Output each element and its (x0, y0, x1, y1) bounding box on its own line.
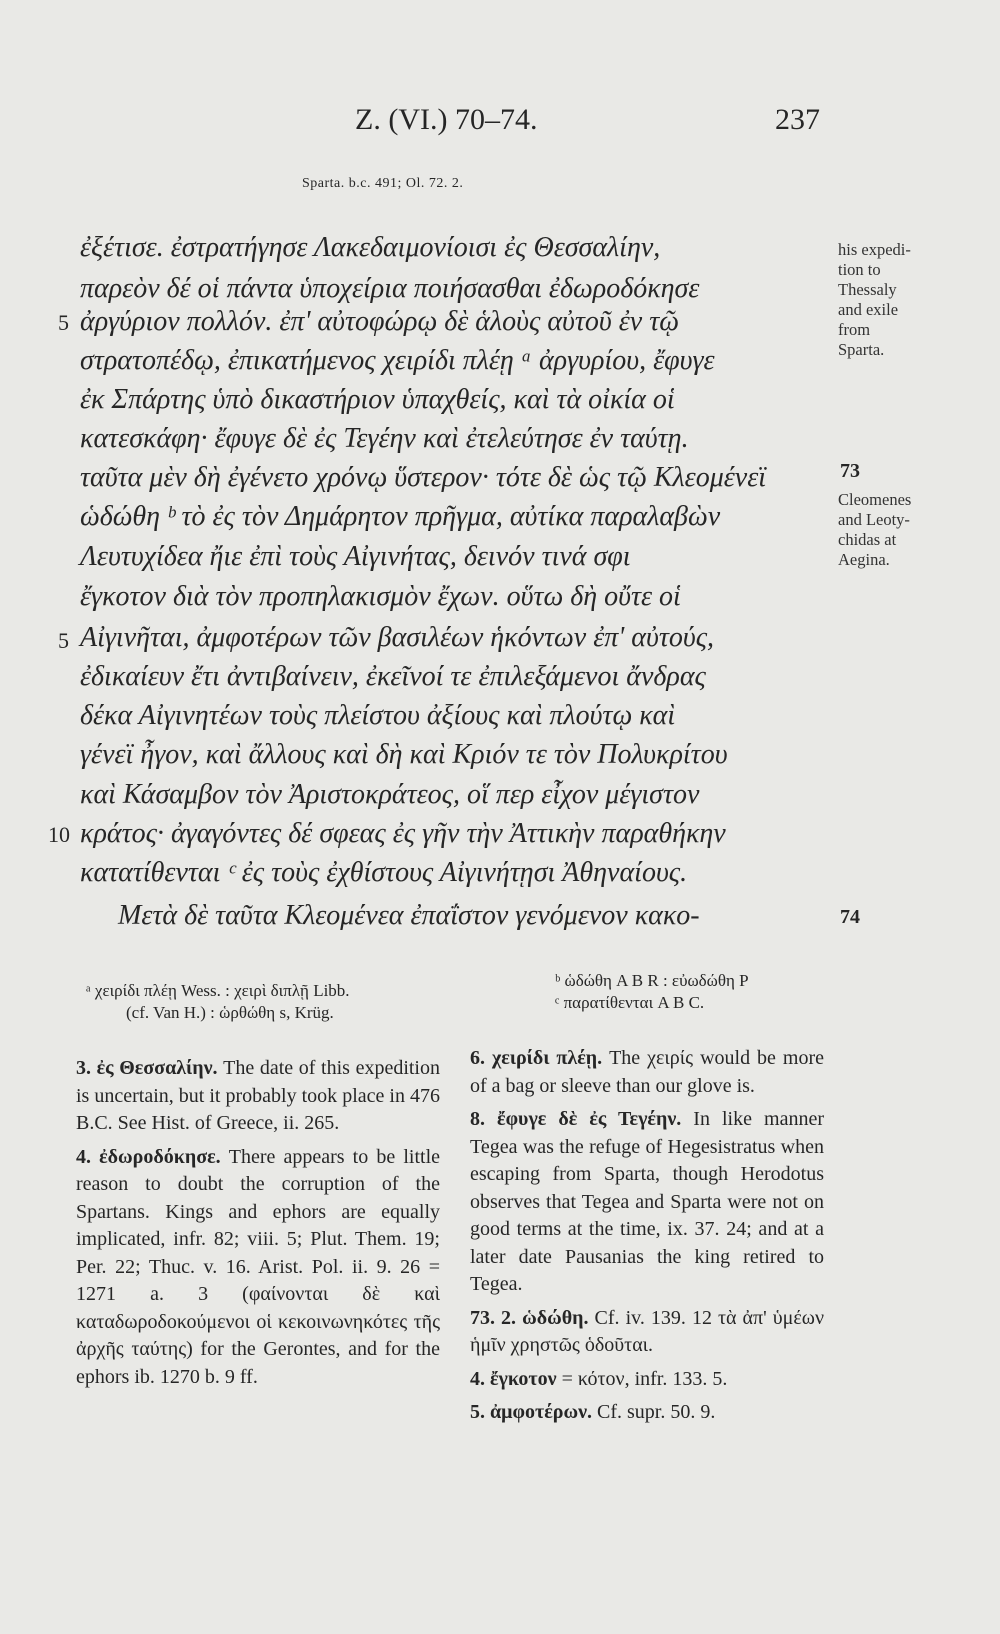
header-title: Z. (VI.) 70–74. (355, 103, 538, 136)
commentary-note: 73. 2. ὡδώθη. Cf. iv. 139. 12 τὰ ἀπ' ὑμέων ἡμῖν χρηστῶς ὁδοῦται. (470, 1306, 825, 1356)
commentary-right (470, 1045, 824, 1433)
commentary-note: 4. ἔγκοτον = κότον, infr. 133. 5. (470, 1367, 728, 1390)
subheader: Sparta. b.c. 491; Ol. 72. 2. (302, 176, 464, 191)
commentary-left (76, 1055, 440, 1397)
text-line: δέκα Αἰγινητέων τοὺς πλείστου ἀξίους καὶ πλούτῳ καὶ (80, 700, 676, 731)
text-line: ἀργύριον πολλόν. ἐπ' αὐτοφώρῳ δὲ ἁλοὺς αὐτοῦ ἐν τῷ (80, 306, 679, 337)
text-line: Μετὰ δὲ ταῦτα Κλεομένεα ἐπαΐστον γενόμενον κακο- (118, 900, 700, 931)
commentary-note: 8. ἔφυγε δὲ ἐς Τεγέην. In like manner Tegea was the refuge of Hegesistratus when escaping from Sparta, though Herodotus observes that Tegea and Sparta were not on good terms at the time, ix. 37. 24; and at a later date Pausanias the king retired to Tegea. (470, 1108, 824, 1295)
commentary-note: 3. ἐς Θεσσαλίην. The date of this expedition is uncertain, but it probably took place in 476 B.C. See Hist. of Greece, ii. 265. (76, 1057, 440, 1134)
text-line: Λευτυχίδεα ἤιε ἐπὶ τοὺς Αἰγινήτας, δεινόν τινά σφι (80, 541, 631, 572)
text-line: ταῦτα μὲν δὴ ἐγένετο χρόνῳ ὕστερον· τότε δὲ ὡς τῷ Κλεομένεϊ (80, 462, 767, 493)
line-number: 5 (58, 310, 69, 335)
text-line: κατεσκάφη· ἔφυγε δὲ ἐς Τεγέην καὶ ἐτελεύτησε ἐν ταύτῃ. (80, 423, 689, 454)
margin-note-thessaly: his expedi- tion to Thessaly and exile from Sparta. (838, 240, 911, 359)
commentary-note: 4. ἐδωροδόκησε. There appears to be little reason to doubt the corruption of the Spartans. Kings and ephors are equally implicated, infr. 82; viii. 5; Plut. Them. 19; Per. 22; Thuc. v. 16. Arist. Pol. ii. 9. 26 = 1271 a. 3 (φαίνονται δὲ καὶ καταδωροδοκούμενοι οἱ κεκοινωνηκότες τῆς ἀρχῆς ταύτης) for the Gerontes, and for the ephors ib. 1270 b. 9 ff. (76, 1145, 440, 1388)
margin-note-aegina: Cleomenes and Leoty- chidas at Aegina. (838, 490, 912, 569)
text-line: στρατοπέδῳ, ἐπικατήμενος χειρίδι πλέῃ ᵃ ἀργυρίου, ἔφυγε (80, 345, 715, 376)
page-number: 237 (775, 103, 820, 136)
text-line: κράτος· ἀγαγόντες δέ σφεας ἐς γῆν τὴν Ἀττικὴν παραθήκην (80, 818, 726, 849)
commentary-note: 6. χειρίδι πλέῃ. The χειρίς would be more of a bag or sleeve than our glove is. (470, 1047, 824, 1097)
line-number: 10 (48, 822, 70, 847)
text-line: ἔγκοτον διὰ τὸν προπηλακισμὸν ἔχων. οὕτω δὴ οὔτε οἱ (80, 581, 681, 612)
apparatus-right: ᵇ ὡδώθη A B R : εὐωδώθη P ᶜ παρατίθενται A B C. (555, 971, 749, 1012)
text-line: ἐκ Σπάρτης ὑπὸ δικαστήριον ὑπαχθείς, καὶ τὰ οἰκία οἱ (80, 384, 675, 415)
text-line: ἐξέτισε. ἐστρατήγησε Λακεδαιμονίοισι ἐς Θεσσαλίην, (80, 232, 661, 263)
text-line: κατατίθενται ᶜ ἐς τοὺς ἐχθίστους Αἰγινήτῃσι Ἀθηναίους. (80, 857, 688, 888)
text-line: ὡδώθη ᵇ τὸ ἐς τὸν Δημάρητον πρῆγμα, αὐτίκα παραλαβὼν (80, 501, 721, 532)
text-line: γένεϊ ἦγον, καὶ ἄλλους καὶ δὴ καὶ Κριόν τε τὸν Πολυκρίτου (80, 739, 728, 770)
line-number: 5 (58, 628, 69, 653)
text-line: Αἰγινῆται, ἀμφοτέρων τῶν βασιλέων ἡκόντων ἐπ' αὐτούς, (80, 622, 715, 653)
commentary-note: 5. ἀμφοτέρων. Cf. supr. 50. 9. (470, 1401, 716, 1423)
text-line: ἐδικαίευν ἔτι ἀντιβαίνειν, ἐκεῖνοί τε ἐπιλεξάμενοι ἄνδρας (80, 661, 706, 692)
text-line: παρεὸν δέ οἱ πάντα ὑποχείρια ποιήσασθαι ἐδωροδόκησε (80, 273, 700, 304)
section-number-74: 74 (840, 906, 860, 928)
apparatus-left: ᵃ χειρίδι πλέῃ Wess. : χειρὶ διπλῇ Libb. (cf. Van H.) : ὡρθώθη s, Krüg. (86, 981, 350, 1022)
text-line: καὶ Κάσαμβον τὸν Ἀριστοκράτεος, οἵ περ εἶχον μέγιστον (80, 779, 700, 810)
section-number-73: 73 (840, 460, 860, 482)
